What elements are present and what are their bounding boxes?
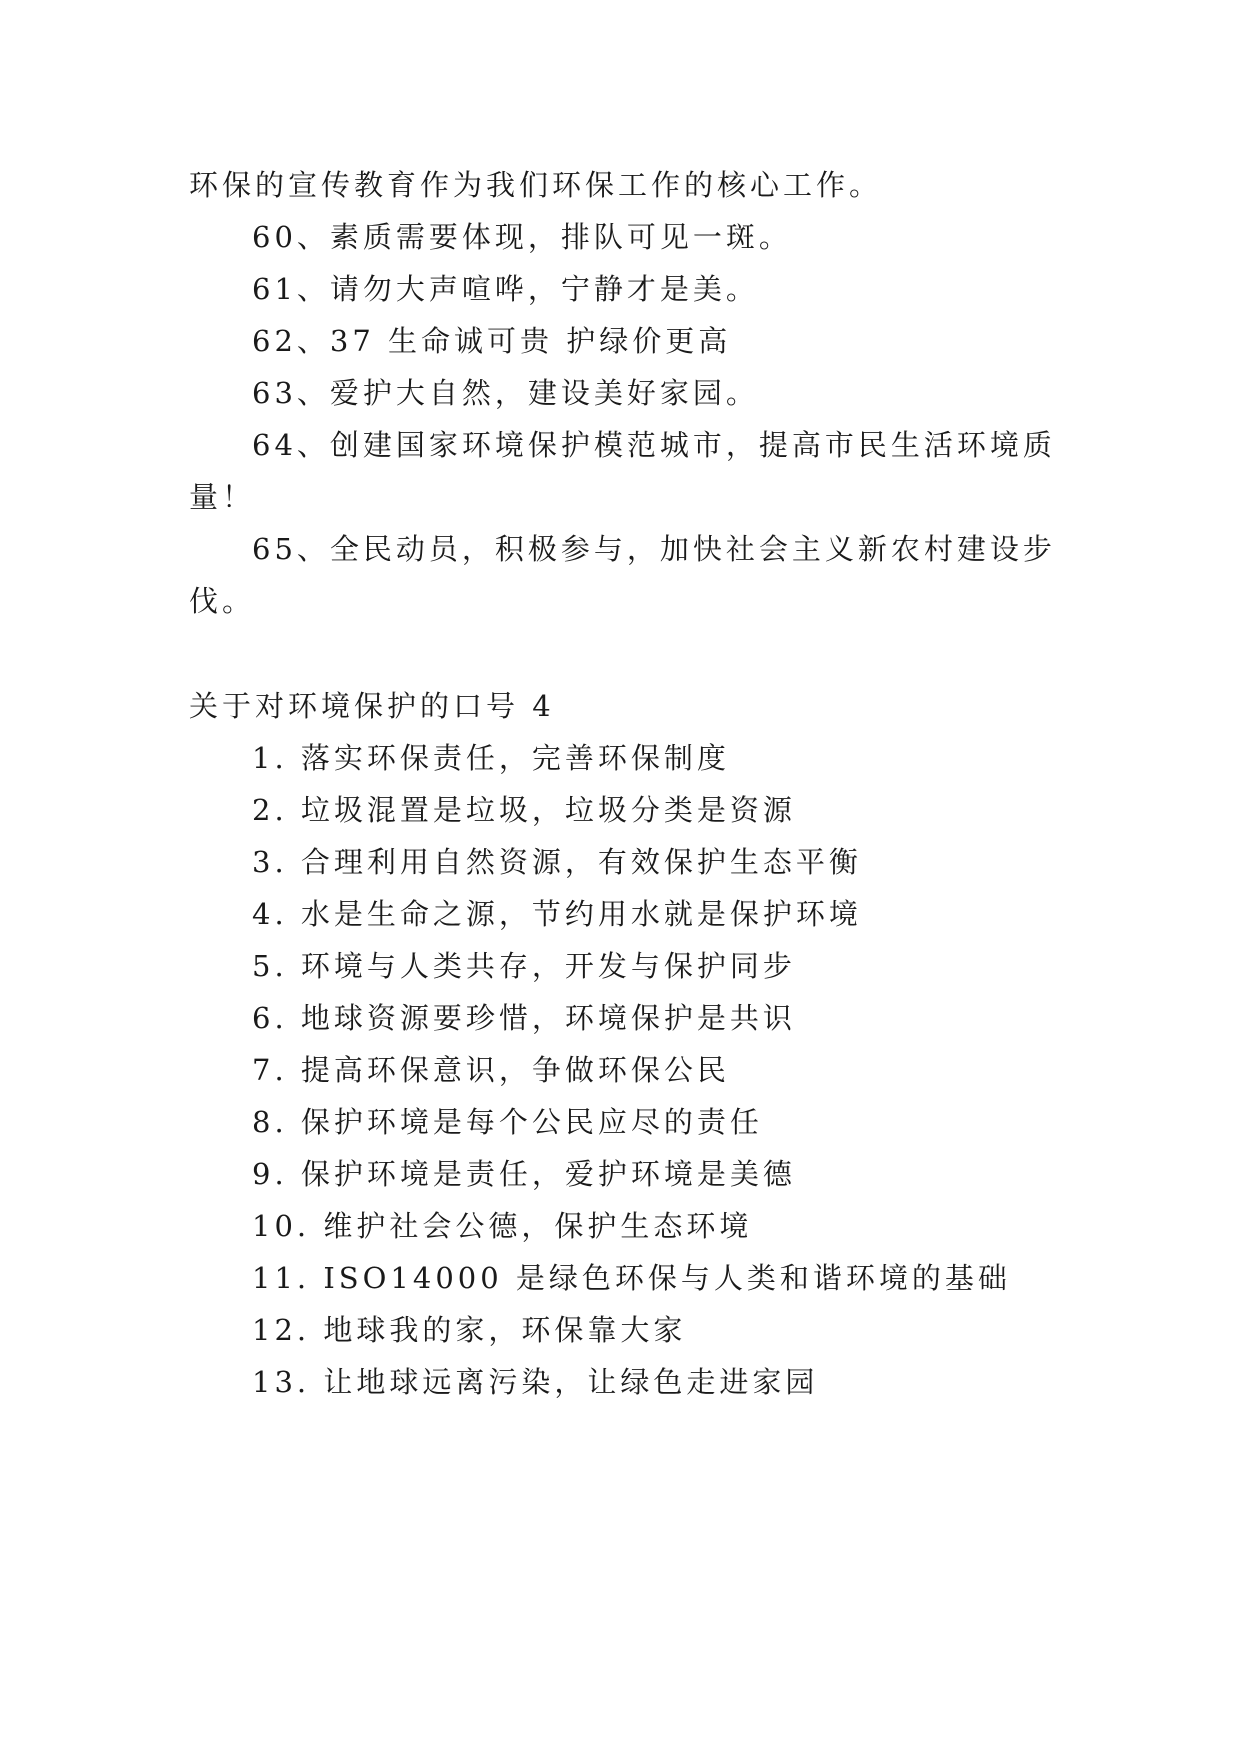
slogan-62: 62、37 生命诚可贵 护绿价更高 (252, 324, 732, 358)
slogan-63: 63、爱护大自然，建设美好家园。 (252, 376, 759, 410)
list-item-12: 12. 地球我的家，环保靠大家 (252, 1313, 687, 1347)
list-item-1: 1. 落实环保责任，完善环保制度 (252, 741, 730, 775)
list-item-9: 9. 保护环境是责任，爱护环境是美德 (252, 1157, 796, 1191)
list-item-10: 10. 维护社会公德，保护生态环境 (252, 1209, 753, 1243)
section-heading: 关于对环境保护的口号 4 (189, 689, 555, 723)
slogan-65: 65、全民动员，积极参与，加快社会主义新农村建设步 (252, 532, 1056, 566)
list-item-8: 8. 保护环境是每个公民应尽的责任 (252, 1105, 763, 1139)
list-item-7: 7. 提高环保意识，争做环保公民 (252, 1053, 730, 1087)
list-item-4: 4. 水是生命之源，节约用水就是保护环境 (252, 897, 862, 931)
list-item-2: 2. 垃圾混置是垃圾，垃圾分类是资源 (252, 793, 796, 827)
slogan-61: 61、请勿大声喧哗，宁静才是美。 (252, 272, 759, 306)
list-item-6: 6. 地球资源要珍惜，环境保护是共识 (252, 1001, 796, 1035)
slogan-60: 60、素质需要体现，排队可见一斑。 (252, 220, 792, 254)
list-item-5: 5. 环境与人类共存，开发与保护同步 (252, 949, 796, 983)
list-item-11: 11. ISO14000 是绿色环保与人类和谐环境的基础 (252, 1261, 1011, 1295)
list-item-3: 3. 合理利用自然资源，有效保护生态平衡 (252, 845, 862, 879)
slogan-64-wrap: 量！ (189, 480, 256, 514)
slogan-65-wrap: 伐。 (189, 584, 256, 618)
list-item-13: 13. 让地球远离污染，让绿色走进家园 (252, 1365, 819, 1399)
slogan-64: 64、创建国家环境保护模范城市，提高市民生活环境质 (252, 428, 1056, 462)
paragraph-continuation: 环保的宣传教育作为我们环保工作的核心工作。 (189, 168, 883, 202)
